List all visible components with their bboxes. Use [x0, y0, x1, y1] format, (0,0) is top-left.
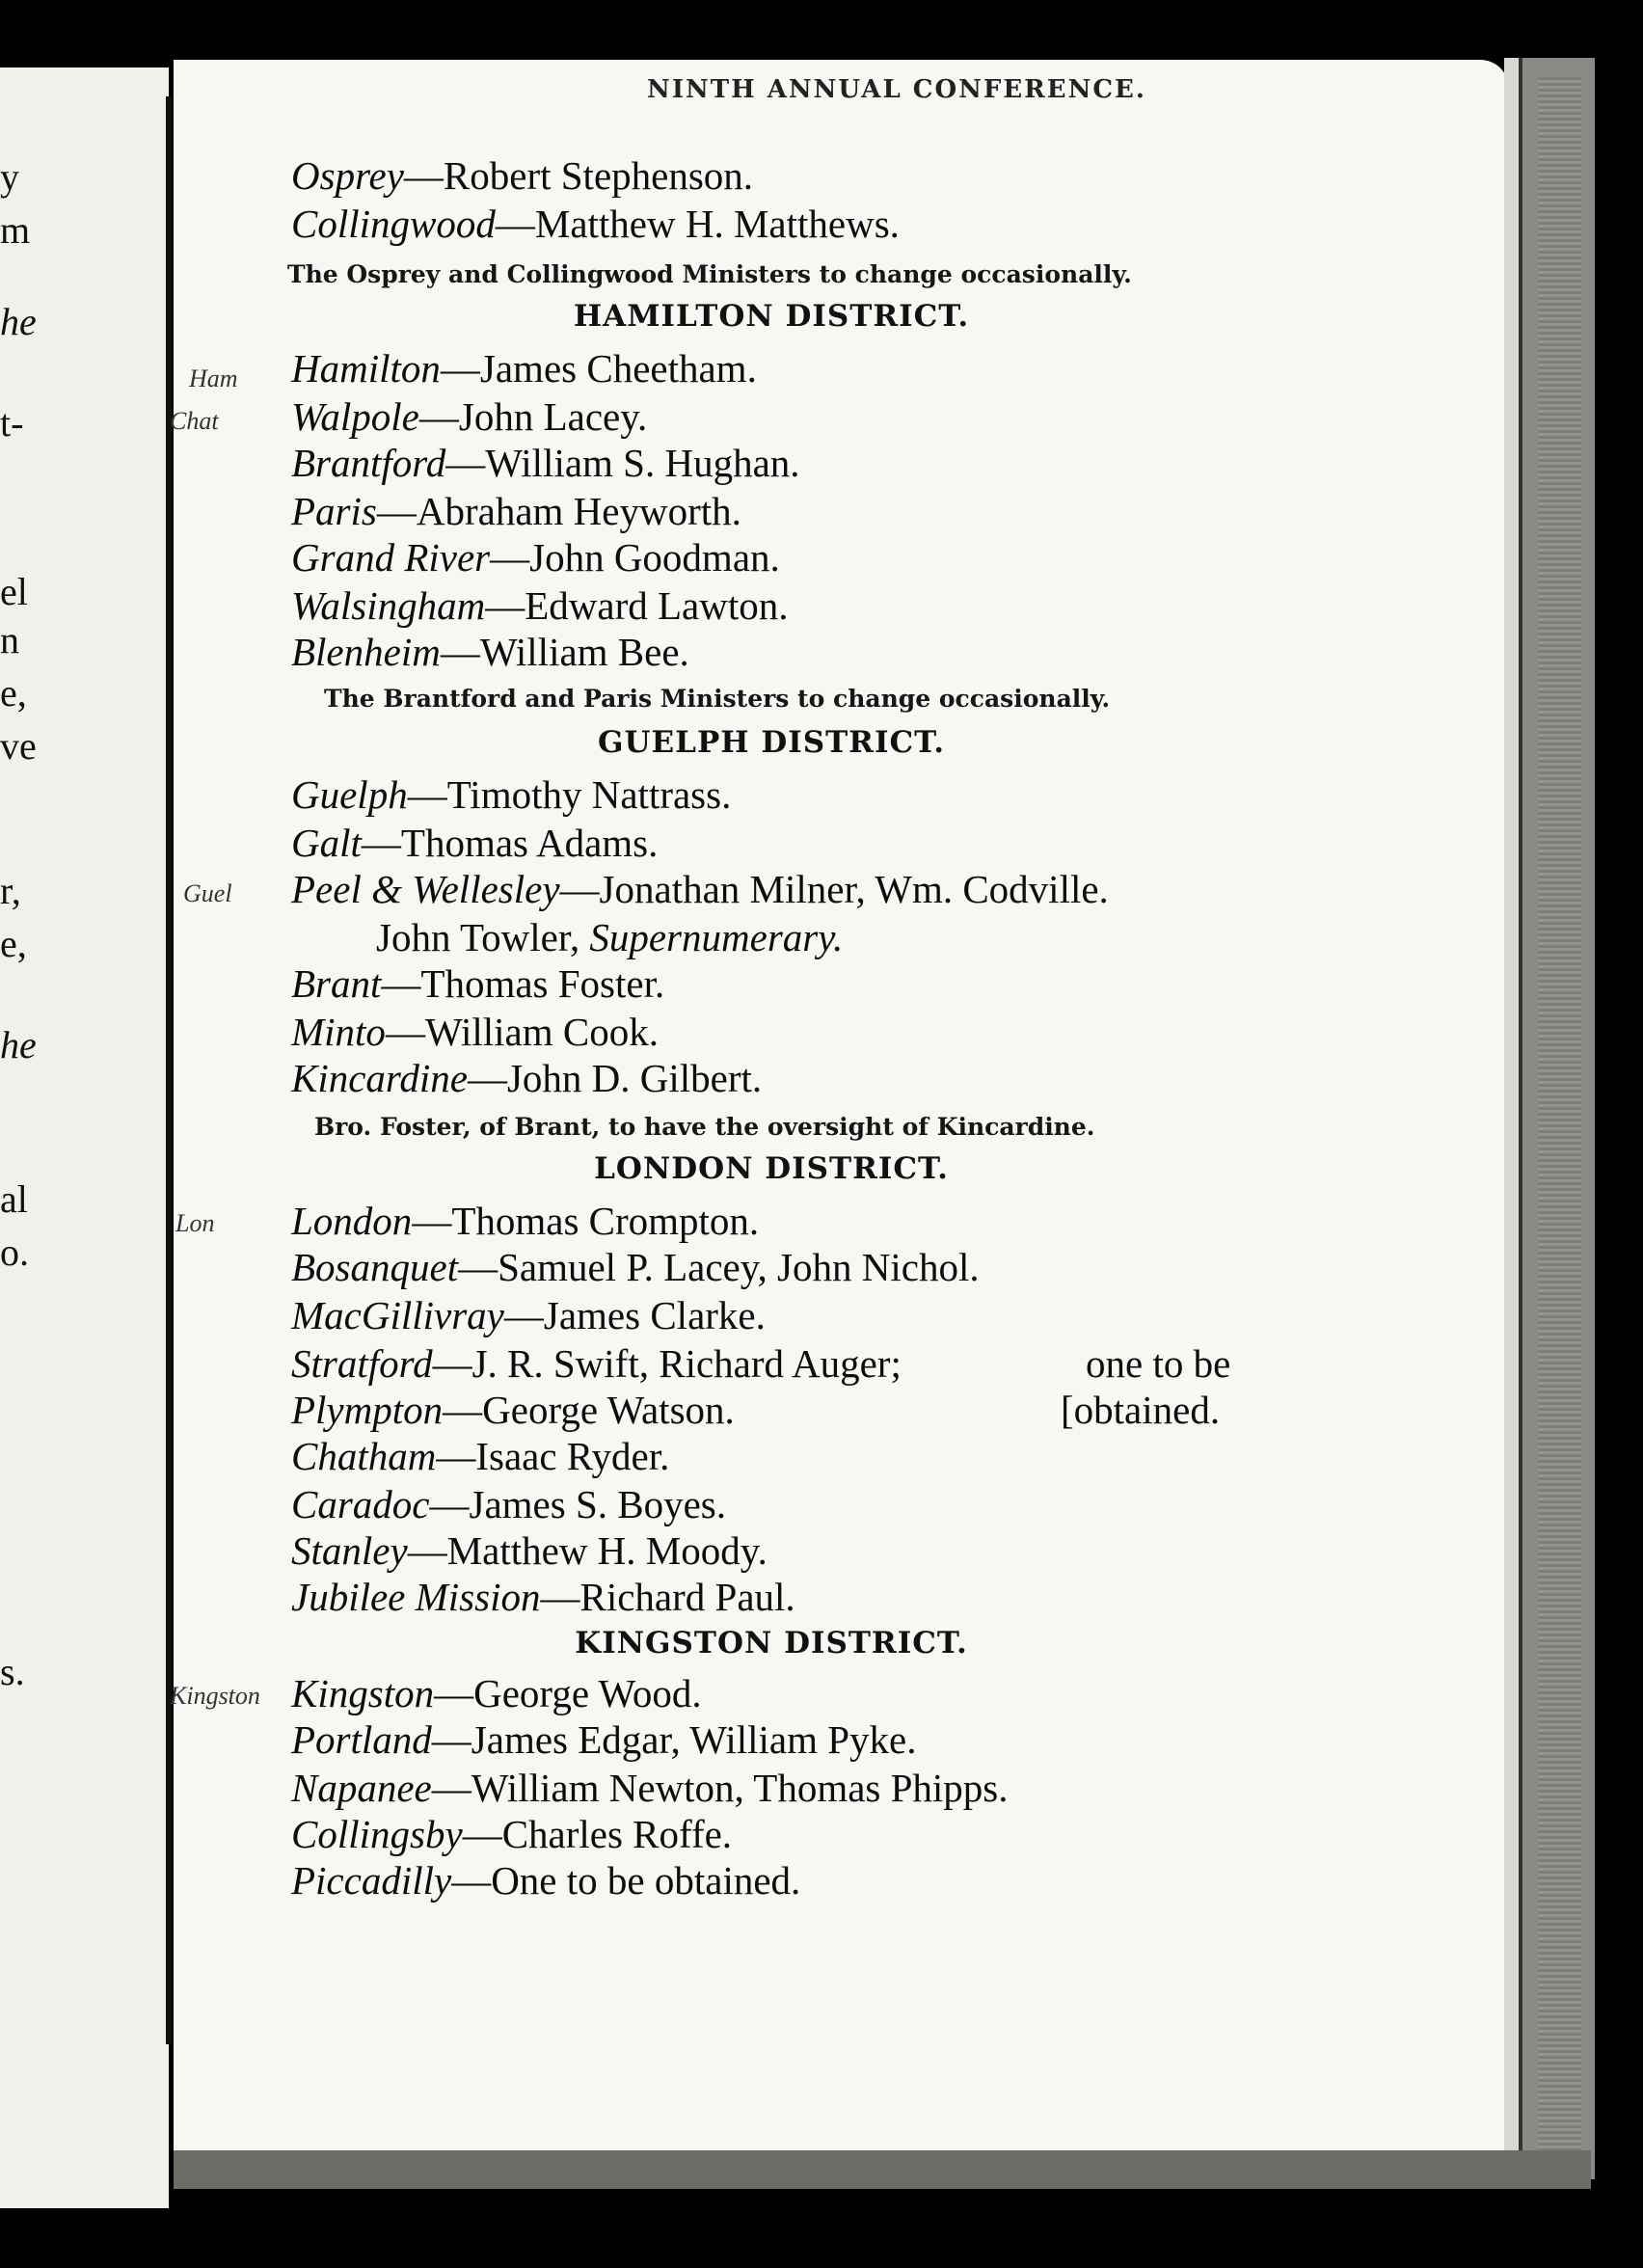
facing-page-fragment: t-: [0, 401, 24, 445]
handwritten-margin-note: Chat: [170, 407, 219, 435]
station-ministers: —John Lacey.: [418, 394, 648, 439]
station-place: Hamilton: [291, 346, 441, 391]
station-entry: [291, 1244, 980, 1290]
station-entry: [291, 866, 1109, 912]
facing-page-fragment: s.: [0, 1650, 25, 1693]
station-entry: [376, 914, 843, 960]
station-entry: [291, 1340, 902, 1387]
station-place: Walsingham: [291, 583, 486, 628]
station-place: Napanee: [291, 1766, 432, 1810]
station-continuation: one to be: [1086, 1341, 1231, 1386]
station-entry: [291, 534, 780, 580]
station-place: Stanley: [291, 1528, 408, 1573]
station-entry: [291, 582, 789, 629]
station-ministers: —John Goodman.: [490, 535, 780, 580]
station-ministers: —Thomas Crompton.: [412, 1199, 760, 1243]
station-entry: [291, 1387, 735, 1433]
facing-page-fragment: al: [0, 1177, 28, 1221]
station-place: Stratford: [291, 1341, 433, 1386]
station-place: Jubilee Mission: [291, 1575, 541, 1619]
station-entry: [291, 771, 731, 818]
facing-page-edge: [0, 68, 169, 2208]
station-entry: [291, 1574, 795, 1620]
station-ministers: —Samuel P. Lacey, John Nichol.: [458, 1245, 980, 1289]
station-place: Kincardine: [291, 1056, 468, 1100]
station-ministers: —William S. Hughan.: [445, 441, 800, 485]
district-heading: LONDON DISTRICT.: [594, 1151, 949, 1186]
book-gutter-line: [166, 96, 172, 2044]
district-heading: HAMILTON DISTRICT.: [573, 299, 970, 334]
station-ministers: —Abraham Heyworth.: [376, 489, 741, 533]
station-entry: [291, 1765, 1009, 1811]
station-entry: [291, 393, 647, 440]
station-place: MacGillivray: [291, 1293, 504, 1337]
station-ministers: —Robert Stephenson.: [403, 153, 754, 198]
station-ministers: —William Bee.: [440, 630, 689, 674]
station-place: Brant: [291, 961, 382, 1006]
station-ministers: —Matthew H. Matthews.: [495, 202, 900, 246]
station-ministers: John Towler,: [376, 915, 590, 959]
station-ministers: —James Edgar, William Pyke.: [431, 1717, 917, 1762]
station-place: Paris: [291, 489, 377, 533]
station-entry: [291, 1716, 916, 1763]
station-place: Chatham: [291, 1434, 437, 1478]
facing-page-fragment: ve: [0, 724, 37, 768]
station-entry: [291, 1009, 659, 1055]
facing-page-fragment: r,: [0, 869, 21, 912]
station-ministers: —George Wood.: [434, 1671, 702, 1715]
station-ministers: —Matthew H. Moody.: [407, 1528, 768, 1573]
facing-page-fragment: n: [0, 618, 19, 662]
station-place: Collingwood: [291, 202, 496, 246]
station-entry: [291, 1433, 669, 1479]
district-heading: GUELPH DISTRICT.: [598, 725, 945, 760]
station-note: The Osprey and Collingwood Ministers to change occasionally.: [287, 260, 1132, 288]
station-ministers: —James Clarke.: [503, 1293, 766, 1337]
facing-page-fragment: e,: [0, 671, 27, 715]
station-ministers: —Isaac Ryder.: [436, 1434, 670, 1478]
station-entry: [291, 1670, 702, 1716]
station-place: Portland: [291, 1717, 432, 1762]
station-place: Brantford: [291, 441, 446, 485]
station-entry: [291, 345, 757, 392]
station-ministers: —Thomas Foster.: [381, 961, 665, 1006]
station-ministers: —William Newton, Thomas Phipps.: [431, 1766, 1009, 1810]
handwritten-margin-note: Lon: [175, 1209, 215, 1237]
station-place: Osprey: [291, 153, 404, 198]
station-place: Caradoc: [291, 1482, 430, 1526]
station-entry: [291, 1481, 726, 1527]
minister-status: Supernumerary.: [589, 915, 844, 959]
facing-page-fragment: m: [0, 208, 31, 252]
station-ministers: —James S. Boyes.: [429, 1482, 726, 1526]
station-ministers: —Thomas Adams.: [361, 821, 659, 865]
station-place: Collingsby: [291, 1812, 463, 1856]
station-place: Peel & Wellesley: [291, 867, 560, 911]
station-ministers: —George Watson.: [443, 1388, 735, 1432]
station-place: Walpole: [291, 394, 419, 439]
station-ministers: —James Cheetham.: [440, 346, 757, 391]
station-ministers: —John D. Gilbert.: [467, 1056, 763, 1100]
station-entry: [291, 1055, 762, 1101]
station-entry: [291, 1811, 732, 1857]
facing-page-fragment: e,: [0, 922, 27, 965]
station-place: Galt: [291, 821, 362, 865]
station-place: Kingston: [291, 1671, 435, 1715]
handwritten-margin-note: Kingston: [170, 1682, 260, 1710]
station-ministers: —Richard Paul.: [540, 1575, 795, 1619]
station-entry: [291, 1198, 759, 1244]
station-ministers: —Jonathan Milner, Wm. Codville.: [559, 867, 1109, 911]
station-entry: [291, 1292, 766, 1338]
handwritten-margin-note: Ham: [189, 364, 238, 392]
station-place: Grand River: [291, 535, 491, 580]
facing-page-fragment: he: [0, 300, 37, 343]
station-place: Guelph: [291, 772, 408, 817]
district-heading: KINGSTON DISTRICT.: [575, 1626, 968, 1660]
station-place: Minto: [291, 1010, 386, 1054]
station-place: London: [291, 1199, 413, 1243]
station-entry: [291, 440, 800, 486]
station-entry: [291, 488, 741, 534]
station-ministers: —Charles Roffe.: [462, 1812, 733, 1856]
station-entry: [291, 960, 664, 1007]
facing-page-fragment: o.: [0, 1230, 29, 1274]
station-continuation: [obtained.: [1061, 1388, 1221, 1432]
station-entry: [291, 1527, 768, 1574]
station-note: The Brantford and Paris Ministers to change occasionally.: [324, 685, 1111, 713]
book-bottom-edge: [174, 2150, 1591, 2189]
station-place: Bosanquet: [291, 1245, 459, 1289]
facing-page-fragment: el: [0, 570, 28, 613]
station-entry: [291, 1857, 800, 1904]
station-place: Blenheim: [291, 630, 441, 674]
station-ministers: —J. R. Swift, Richard Auger;: [432, 1341, 902, 1386]
handwritten-margin-note: Guel: [183, 879, 232, 907]
station-entry: [291, 629, 689, 675]
station-ministers: —One to be obtained.: [451, 1858, 801, 1903]
station-entry: [291, 820, 658, 866]
facing-page-fragment: he: [0, 1023, 37, 1066]
station-entry: [291, 152, 753, 199]
running-header: NINTH ANNUAL CONFERENCE.: [647, 75, 1146, 104]
station-entry: [291, 201, 900, 247]
facing-page-fragment: y: [0, 155, 19, 199]
station-ministers: —Timothy Nattrass.: [407, 772, 732, 817]
station-note: Bro. Foster, of Brant, to have the oversight of Kincardine.: [314, 1113, 1095, 1141]
station-ministers: —Edward Lawton.: [485, 583, 789, 628]
book-cover-texture: [1538, 77, 1581, 2150]
station-place: Plympton: [291, 1388, 444, 1432]
station-place: Piccadilly: [291, 1858, 452, 1903]
facing-page-text-fragments: [0, 68, 169, 2208]
station-ministers: —William Cook.: [385, 1010, 659, 1054]
